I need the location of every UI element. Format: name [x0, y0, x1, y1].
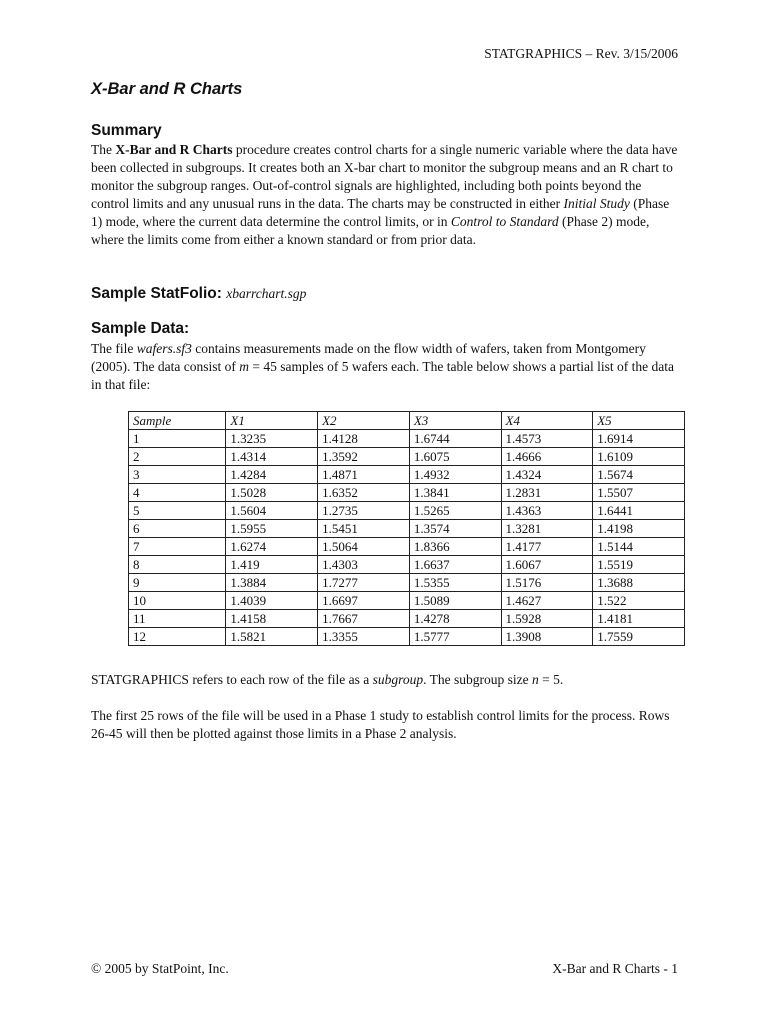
table-row: [129, 556, 685, 574]
table-cell: 1.5507: [593, 484, 685, 502]
table-header-row: [129, 412, 685, 430]
table-cell: 1.3355: [318, 628, 410, 646]
table-cell: 1.6914: [593, 430, 685, 448]
text-run: (Phase 2) mode, where the limits come from either a known standard or from prior data.: [91, 214, 650, 247]
table-cell: 1.5955: [226, 520, 318, 538]
table-cell: 1.522: [593, 592, 685, 610]
table-cell: 1.5451: [318, 520, 410, 538]
table-cell: 2: [129, 448, 226, 466]
table-cell: 1.3841: [409, 484, 501, 502]
table-cell: 10: [129, 592, 226, 610]
table-cell: 1.6075: [409, 448, 501, 466]
wafer-data-table: [128, 411, 685, 646]
text-run: . The subgroup size: [423, 672, 532, 687]
table-cell: 1.4039: [226, 592, 318, 610]
column-header: X4: [501, 412, 593, 430]
footer-page-label: X-Bar and R Charts - 1: [552, 961, 678, 976]
text-run: (Phase 1) mode, where the current data determine the control limits, or in: [91, 196, 670, 229]
variable-n: n: [531, 672, 539, 687]
table-cell: 1.5064: [318, 538, 410, 556]
table-cell: 1.5519: [593, 556, 685, 574]
table-cell: 1.4128: [318, 430, 410, 448]
document-title: X-Bar and R Charts: [91, 80, 243, 98]
phase-paragraph: The first 25 rows of the file will be used in a Phase 1 study to establish control limits for the process. Rows 26-45 will then be plotted against those limits in a Phase 2 analysis.: [91, 708, 670, 741]
mode-control-to-standard: Control to Standard: [450, 214, 559, 229]
table-cell: 1.6109: [593, 448, 685, 466]
table-cell: 1.5176: [501, 574, 593, 592]
table-cell: 1.5674: [593, 466, 685, 484]
table-cell: 1.4314: [226, 448, 318, 466]
table-cell: 1.6697: [318, 592, 410, 610]
summary-heading: Summary: [91, 122, 162, 139]
table-cell: 1.5604: [226, 502, 318, 520]
table-cell: 1: [129, 430, 226, 448]
table-row: [129, 610, 685, 628]
table-cell: 1.3688: [593, 574, 685, 592]
table-row: [129, 430, 685, 448]
text-run: = 5.: [538, 672, 564, 687]
table-cell: 1.6441: [593, 502, 685, 520]
table-cell: 12: [129, 628, 226, 646]
data-filename: wafers.sf3: [136, 341, 192, 356]
table-cell: 6: [129, 520, 226, 538]
table-cell: 1.4303: [318, 556, 410, 574]
table-cell: 1.6744: [409, 430, 501, 448]
variable-m: m: [239, 359, 249, 374]
table-cell: 11: [129, 610, 226, 628]
table-cell: 1.4324: [501, 466, 593, 484]
table-cell: 1.3574: [409, 520, 501, 538]
table-cell: 1.7667: [318, 610, 410, 628]
table-cell: 1.5028: [226, 484, 318, 502]
table-cell: 1.419: [226, 556, 318, 574]
summary-paragraph: [91, 141, 681, 249]
sample-data-paragraph: [91, 340, 681, 394]
table-cell: 1.6637: [409, 556, 501, 574]
table-cell: 1.4666: [501, 448, 593, 466]
table-row: [129, 520, 685, 538]
column-header: X2: [318, 412, 410, 430]
table-cell: 1.3592: [318, 448, 410, 466]
table-cell: 1.3884: [226, 574, 318, 592]
table-cell: 1.3235: [226, 430, 318, 448]
table-cell: 1.6352: [318, 484, 410, 502]
subgroup-paragraph: [91, 671, 681, 689]
table-cell: 1.5928: [501, 610, 593, 628]
table-cell: 1.2831: [501, 484, 593, 502]
table-cell: 1.3908: [501, 628, 593, 646]
table-cell: 1.5355: [409, 574, 501, 592]
table-row: [129, 628, 685, 646]
text-run: procedure creates control charts for a single numeric variable where the data have been collected in subgroups. It creates both an X-bar chart to monitor the subgroup means and an R chart to monitor the subgroup ranges. Out-of-control signals are highlighted, including both points beyond the control limits and any unusual runs in the data. The charts may be constructed in either: [91, 142, 678, 211]
table-cell: 1.5144: [593, 538, 685, 556]
text-run: The file: [91, 341, 137, 356]
table-row: [129, 574, 685, 592]
table-cell: 1.6274: [226, 538, 318, 556]
running-header: STATGRAPHICS – Rev. 3/15/2006: [484, 46, 678, 61]
sample-data-heading: Sample Data:: [91, 320, 190, 337]
table-cell: 1.4932: [409, 466, 501, 484]
column-header: X5: [593, 412, 685, 430]
table-cell: 1.4363: [501, 502, 593, 520]
table-cell: 1.4198: [593, 520, 685, 538]
table-cell: 1.5821: [226, 628, 318, 646]
table-cell: 1.2735: [318, 502, 410, 520]
statfolio-heading: [91, 285, 306, 303]
table-cell: 1.4284: [226, 466, 318, 484]
table-cell: 1.5089: [409, 592, 501, 610]
text-run: The: [91, 142, 116, 157]
procedure-name: X-Bar and R Charts: [115, 142, 233, 157]
table-cell: 1.4627: [501, 592, 593, 610]
table-cell: 7: [129, 538, 226, 556]
table-cell: 1.4573: [501, 430, 593, 448]
statfolio-label: Sample StatFolio:: [91, 285, 222, 302]
table-cell: 1.4278: [409, 610, 501, 628]
footer-copyright: © 2005 by StatPoint, Inc.: [91, 961, 229, 976]
subgroup-term: subgroup: [372, 672, 424, 687]
table-cell: 1.6067: [501, 556, 593, 574]
table-cell: 1.8366: [409, 538, 501, 556]
table-cell: 8: [129, 556, 226, 574]
table-cell: 1.7559: [593, 628, 685, 646]
column-header: Sample: [129, 412, 226, 430]
table-row: [129, 592, 685, 610]
table-row: [129, 502, 685, 520]
table-cell: 1.4181: [593, 610, 685, 628]
table-cell: 1.4158: [226, 610, 318, 628]
table-cell: 1.4177: [501, 538, 593, 556]
mode-initial-study: Initial Study: [563, 196, 630, 211]
table-row: [129, 448, 685, 466]
table-cell: 9: [129, 574, 226, 592]
table-row: [129, 484, 685, 502]
table-cell: 5: [129, 502, 226, 520]
text-run: contains measurements made on the flow width of wafers, taken from Montgomery (2005). The data consist of: [91, 341, 646, 374]
table-cell: 1.7277: [318, 574, 410, 592]
table-cell: 1.5265: [409, 502, 501, 520]
text-run: = 45 samples of 5 wafers each. The table below shows a partial list of the data in that file:: [91, 359, 674, 392]
statfolio-filename: xbarrchart.sgp: [226, 286, 307, 301]
table-body: [129, 430, 685, 646]
table-row: [129, 538, 685, 556]
table-cell: 3: [129, 466, 226, 484]
column-header: X3: [409, 412, 501, 430]
table-row: [129, 466, 685, 484]
text-run: STATGRAPHICS refers to each row of the file as a: [91, 672, 373, 687]
table-cell: 1.5777: [409, 628, 501, 646]
table-cell: 4: [129, 484, 226, 502]
table-cell: 1.4871: [318, 466, 410, 484]
table-cell: 1.3281: [501, 520, 593, 538]
column-header: X1: [226, 412, 318, 430]
